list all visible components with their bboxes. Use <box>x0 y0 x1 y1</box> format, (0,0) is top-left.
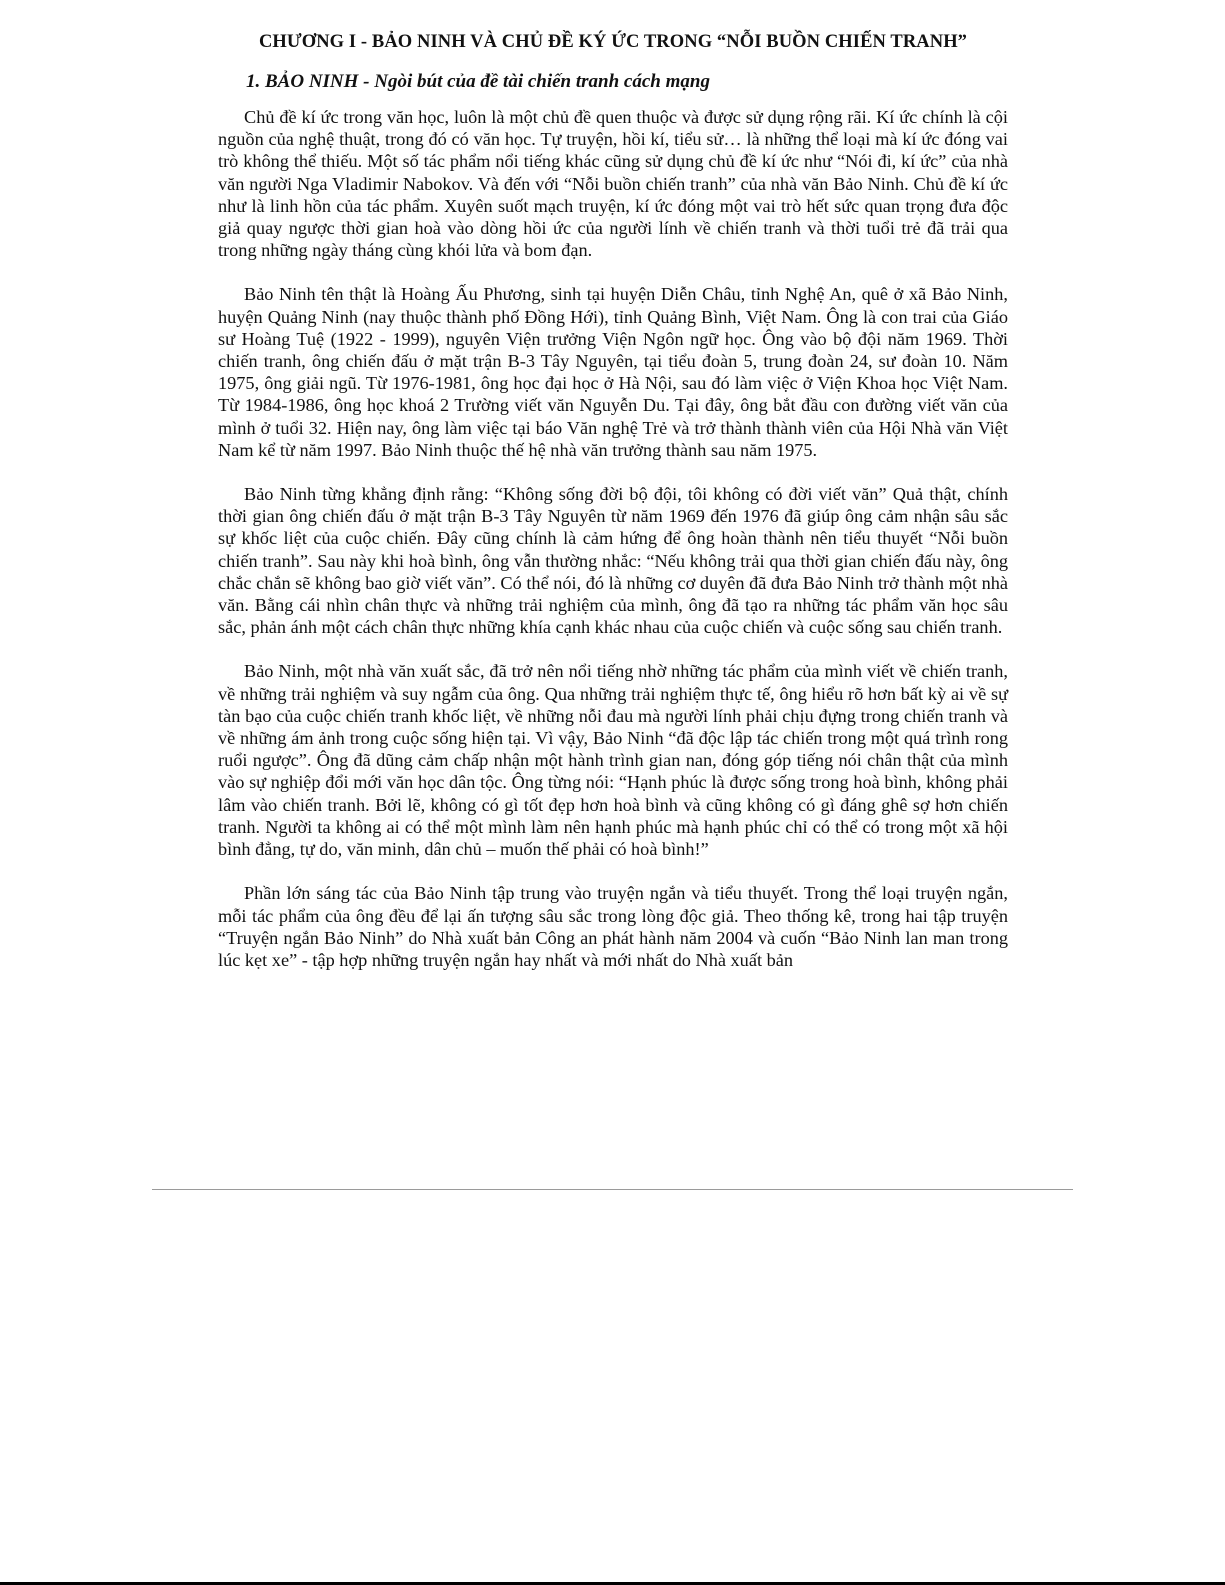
chapter-title: CHƯƠNG I - BẢO NINH VÀ CHỦ ĐỀ KÝ ỨC TRONG “NỖI BUỒN CHIẾN TRANH” <box>258 32 968 52</box>
page-divider <box>152 1189 1073 1190</box>
body-paragraph: Bảo Ninh từng khẳng định rằng: “Không sống đời bộ đội, tôi không có đời viết văn” Quả thật, chính thời gian ông chiến đấu ở mặt trận B-3 Tây Nguyên từ năm 1969 đến 1976 đã giúp ông cảm nhận sâu sắc sự khốc liệt của cuộc chiến. Đây cũng chính là cảm hứng để ông hoàn thành nên tiểu thuyết “Nỗi buồn chiến tranh”. Sau này khi hoà bình, ông vẫn thường nhắc: “Nếu không trải qua thời gian chiến đấu này, ông chắc chắn sẽ không bao giờ viết văn”. Có thể nói, đó là những cơ duyên đã đưa Bảo Ninh trở thành một nhà văn. Bằng cái nhìn chân thực và những trải nghiệm của mình, ông đã tạo ra những tác phẩm văn học sâu sắc, phản ánh một cách chân thực những khía cạnh khác nhau của cuộc chiến và cuộc sống sau chiến tranh. <box>218 484 1008 638</box>
body-paragraph: Bảo Ninh, một nhà văn xuất sắc, đã trở nên nổi tiếng nhờ những tác phẩm của mình viết về chiến tranh, về những trải nghiệm và suy ngẫm của ông. Qua những trải nghiệm thực tế, ông hiểu rõ hơn bất kỳ ai về sự tàn bạo của cuộc chiến tranh khốc liệt, về những nỗi đau mà người lính phải chịu đựng trong chiến tranh và về những ám ảnh trong cuộc sống hiện tại. Vì vậy, Bảo Ninh “đã độc lập tác chiến trong một quá trình rong ruổi ngược”. Ông đã dũng cảm chấp nhận một hành trình gian nan, đóng góp tiếng nói chân thật của mình vào sự nghiệp đổi mới văn học dân tộc. Ông từng nói: “Hạnh phúc là được sống trong hoà bình, không phải lâm vào chiến tranh. Bởi lẽ, không có gì tốt đẹp hơn hoà bình và cũng không có gì đáng ghê sợ hơn chiến tranh. Người ta không ai có thể một mình làm nên hạnh phúc mà hạnh phúc chỉ có thể có trong một xã hội bình đẳng, tự do, văn minh, dân chủ – muốn thế phải có hoà bình!” <box>218 661 1008 860</box>
document-page <box>218 30 1008 971</box>
section-heading: 1. BẢO NINH - Ngòi bút của đề tài chiến tranh cách mạng <box>246 71 710 92</box>
body-paragraph: Chủ đề kí ức trong văn học, luôn là một chủ đề quen thuộc và được sử dụng rộng rãi. Kí ức chính là cội nguồn của nghệ thuật, trong đó có văn học. Tự truyện, hồi kí, tiểu sử… là những thể loại mà kí ức đóng vai trò không thể thiếu. Một số tác phẩm nổi tiếng khác cũng sử dụng chủ đề kí ức như “Nói đi, kí ức” của nhà văn người Nga Vladimir Nabokov. Và đến với “Nỗi buồn chiến tranh” của nhà văn Bảo Ninh. Chủ đề kí ức như là linh hồn của tác phẩm. Xuyên suốt mạch truyện, kí ức đóng một vai trò hết sức quan trọng đưa độc giả quay ngược thời gian hoà vào dòng hồi ức của người lính về chiến tranh và thời tuổi trẻ đã trải qua trong những ngày tháng cùng khói lửa và bom đạn. <box>218 107 1008 261</box>
body-paragraph: Phần lớn sáng tác của Bảo Ninh tập trung vào truyện ngắn và tiểu thuyết. Trong thể loại truyện ngắn, mỗi tác phẩm của ông đều để lại ấn tượng sâu sắc trong lòng độc giả. Theo thống kê, trong hai tập truyện “Truyện ngắn Bảo Ninh” do Nhà xuất bản Công an phát hành năm 2004 và cuốn “Bảo Ninh lan man trong lúc kẹt xe” - tập hợp những truyện ngắn hay nhất và mới nhất do Nhà xuất bản <box>218 883 1008 970</box>
body-paragraph: Bảo Ninh tên thật là Hoàng Ấu Phương, sinh tại huyện Diễn Châu, tỉnh Nghệ An, quê ở xã Bảo Ninh, huyện Quảng Ninh (nay thuộc thành phố Đồng Hới), tỉnh Quảng Bình, Việt Nam. Ông là con trai của Giáo sư Hoàng Tuệ (1922 - 1999), nguyên Viện trưởng Viện Ngôn ngữ học. Ông vào bộ đội năm 1969. Thời chiến tranh, ông chiến đấu ở mặt trận B-3 Tây Nguyên, tại tiểu đoàn 5, trung đoàn 24, sư đoàn 10. Năm 1975, ông giải ngũ. Từ 1976-1981, ông học đại học ở Hà Nội, sau đó làm việc ở Viện Khoa học Việt Nam. Từ 1984-1986, ông học khoá 2 Trường viết văn Nguyễn Du. Tại đây, ông bắt đầu con đường viết văn của mình ở tuổi 32. Hiện nay, ông làm việc tại báo Văn nghệ Trẻ và trở thành thành viên của Hội Nhà văn Việt Nam kể từ năm 1997. Bảo Ninh thuộc thế hệ nhà văn trưởng thành sau năm 1975. <box>218 284 1008 460</box>
